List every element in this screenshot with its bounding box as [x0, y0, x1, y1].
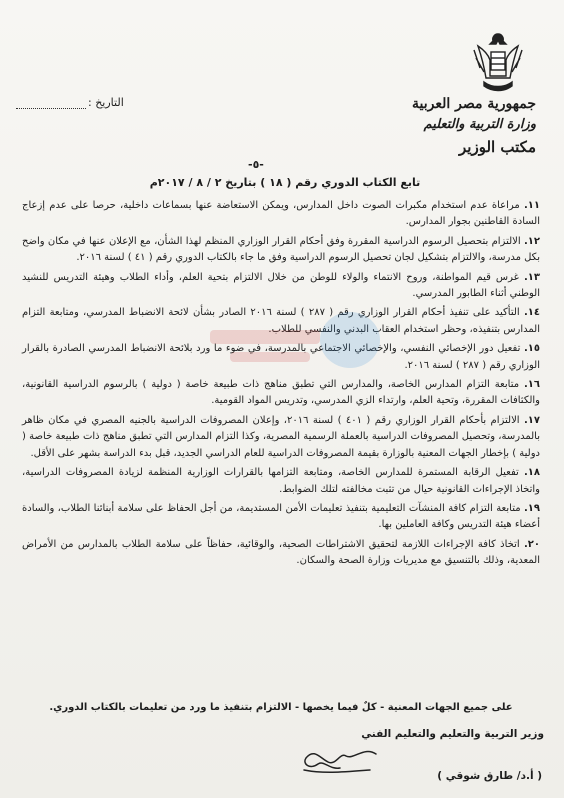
list-item [22, 270, 540, 303]
signatory-title: وزير التربية والتعليم والتعليم الفني [361, 728, 544, 740]
country-name: جمهورية مصر العربية [412, 96, 536, 112]
page-number: -٥- [248, 158, 264, 171]
item-number: ١٤. [523, 307, 540, 319]
office-name: مكتب الوزير [459, 138, 536, 156]
list-item [22, 537, 540, 570]
item-number: ١٧. [523, 414, 540, 426]
item-number: ١٦. [523, 379, 540, 391]
ministry-name: وزارة التربية والتعليم [423, 117, 536, 132]
item-number: ١٣. [523, 271, 540, 283]
eagle-emblem-icon [470, 28, 526, 96]
item-text: تفعيل دور الإخصائي النفسي، والإخصائي الاجتماعي بالمدرسة، في ضوء ما ورد بلائحة الانضباط المدرسي الصادرة بالقرار الوزاري رقم ( ٢٨٧ ) لسنة ٢٠١٦. [22, 343, 540, 371]
item-number: ٢٠. [523, 538, 540, 550]
item-text: تفعيل الرقابة المستمرة للمدارس الخاصة، ومتابعة التزامها بالقرارات الوزارية المنظمة لزيادة المصروفات الدراسية، واتخاذ الإجراءات القانونية حيال من تثبت مخالفته لتلك الضوابط. [22, 467, 540, 495]
list-item [22, 413, 540, 462]
item-text: التأكيد على تنفيذ أحكام القرار الوزاري رقم ( ٢٨٧ ) لسنة ٢٠١٦ الصادر بشأن لائحة الانضباط المدرسي، ومتابعة التزام المدارس بتنفيذه، وحظر استخدام العقاب البدني والنفسي للطلاب. [22, 307, 540, 335]
signatory-name: ( أ.د/ طارق شوقي ) [437, 770, 542, 782]
list-item [22, 198, 540, 231]
closing-statement: على جميع الجهات المعنية - كلٌ فيما يخصها - الالتزام بتنفيذ ما ورد من تعليمات بالكتاب الدوري. [49, 702, 513, 713]
list-item [22, 341, 540, 374]
item-number: ١١. [523, 200, 540, 211]
item-text: مراعاة عدم استخدام مكبرات الصوت داخل المدارس، ويمكن الاستعاضة عنها بسماعات داخلية، حرصا على عدم إزعاج السادة القاطنين بجوار المدارس. [22, 200, 540, 228]
item-number: ١٢. [523, 235, 540, 247]
item-number: ١٨. [523, 467, 540, 479]
list-item [22, 465, 540, 498]
item-text: الالتزام بتحصيل الرسوم الدراسية المقررة وفق أحكام القرار الوزاري المنظم لهذا الشأن، مع الإعلان عنها في مكان واضح بكل مدرسة، والالتزام بتشكيل لجان تحصيل الرسوم الدراسية وفق ما جاء بالكتاب الدوري رقم ( ٤١ ) لسنة ٢٠١٦. [22, 235, 540, 264]
item-number: ١٥. [523, 343, 540, 355]
instructions-list [22, 198, 540, 573]
handwritten-signature [284, 740, 384, 780]
item-number: ١٩. [523, 502, 540, 514]
date-label: التاريخ : [88, 96, 124, 109]
item-text: غرس قيم المواطنة، وروح الانتماء والولاء للوطن من خلال الالتزام بتحية العلم، وأداء الطلاب وهيئة التدريس للنشيد الوطني أثناء الطابور المدرسي. [22, 271, 540, 300]
item-text: متابعة التزام المدارس الخاصة، والمدارس التي تطبق مناهج ذات طبيعة خاصة ( دولية ) بالرسوم الدراسية القانونية، والكثافات المقررة، وتحية العلم، وارتداء الزي المدرسي، وتدريس المواد القومية. [22, 379, 540, 407]
item-text: متابعة التزام كافة المنشآت التعليمية بتنفيذ تعليمات الأمن المستديمة، من أجل الحفاظ على سلامة أبنائنا الطلاب، والسادة أعضاء هيئة التدريس وكافة العاملين بها. [22, 502, 540, 531]
list-item [22, 234, 540, 267]
item-text: اتخاذ كافة الإجراءات اللازمة لتحقيق الاشتراطات الصحية، والوقائية، حفاظاً على سلامة الطلاب بالمدارس من الأمراض المعدية، وذلك بالتنسيق مع مديريات وزارة الصحة والسكان. [22, 538, 540, 567]
document-subtitle: تابع الكتاب الدوري رقم ( ١٨ ) بتاريخ ٢ / ٨ / ٢٠١٧م [149, 176, 421, 189]
list-item [22, 305, 540, 338]
date-line [16, 108, 86, 109]
item-text: الالتزام بأحكام القرار الوزاري رقم ( ٤٠١ ) لسنة ٢٠١٦، وإعلان المصروفات الدراسية بالجنيه المصري في مكان ظاهر بالمدرسة، وتحصيل المصروفات الدراسية بالعملة الرسمية المصرية، وكذا التزام المدارس التي تطبق مناهج ذات طبيعة خاصة ( دولية ) بإخطار الجهات المعنية بالوزارة بقيمة المصروفات الدراسية للعام الدراسي الجديد، قبل بدء الدراسة بشهر على الأقل. [22, 414, 540, 459]
list-item [22, 501, 540, 534]
list-item [22, 377, 540, 410]
